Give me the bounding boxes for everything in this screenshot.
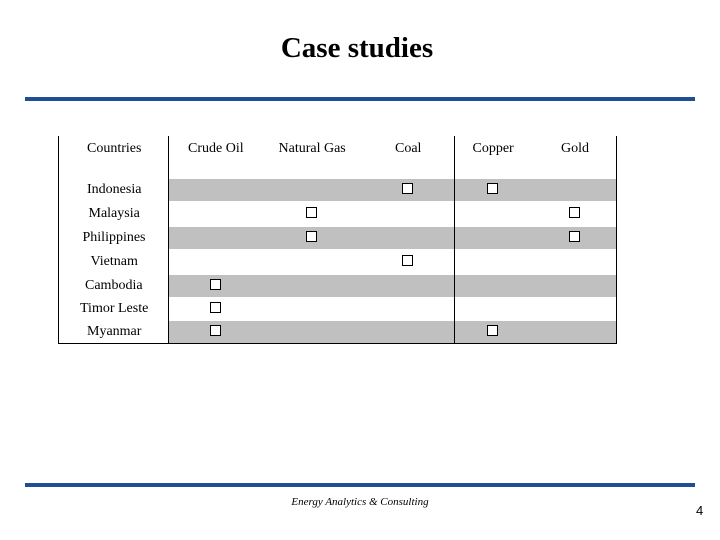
hollow-square-icon [306,231,317,242]
row-divider [168,178,617,179]
hollow-square-icon [569,207,580,218]
country-label: Vietnam [90,254,138,269]
header-gold: Gold [561,141,589,156]
row-shade [168,178,617,201]
footer-company-name: Energy Analytics & Consulting [291,496,429,508]
row-divider [168,320,617,321]
hollow-square-icon [210,279,221,290]
header-crude-oil: Crude Oil [188,141,244,156]
header-copper: Copper [472,141,514,156]
row-divider [168,202,617,203]
header-countries: Countries [87,141,142,156]
country-label: Malaysia [88,206,140,221]
hollow-square-icon [487,325,498,336]
hollow-square-icon [487,183,498,194]
row-divider [168,274,617,275]
column-divider [454,136,455,343]
column-divider [616,136,617,343]
row-divider [168,297,617,298]
hollow-square-icon [402,255,413,266]
country-label: Indonesia [87,182,142,197]
column-divider [168,136,169,343]
row-shade [168,226,617,249]
header-natural-gas: Natural Gas [278,141,346,156]
hollow-square-icon [402,183,413,194]
row-divider [168,226,617,227]
row-shade [168,274,617,297]
table-bottom-border [58,343,617,344]
column-divider [58,136,59,343]
page-number: 4 [696,503,704,518]
hollow-square-icon [210,302,221,313]
top-divider [25,97,695,101]
hollow-square-icon [210,325,221,336]
hollow-square-icon [569,231,580,242]
row-divider [168,250,617,251]
bottom-divider [25,483,695,487]
country-label: Philippines [82,230,146,245]
hollow-square-icon [306,207,317,218]
header-coal: Coal [395,141,422,156]
country-label: Myanmar [87,324,142,339]
row-shade [168,320,617,343]
country-label: Cambodia [85,278,143,293]
slide-title: Case studies [280,32,434,64]
country-label: Timor Leste [80,301,149,316]
